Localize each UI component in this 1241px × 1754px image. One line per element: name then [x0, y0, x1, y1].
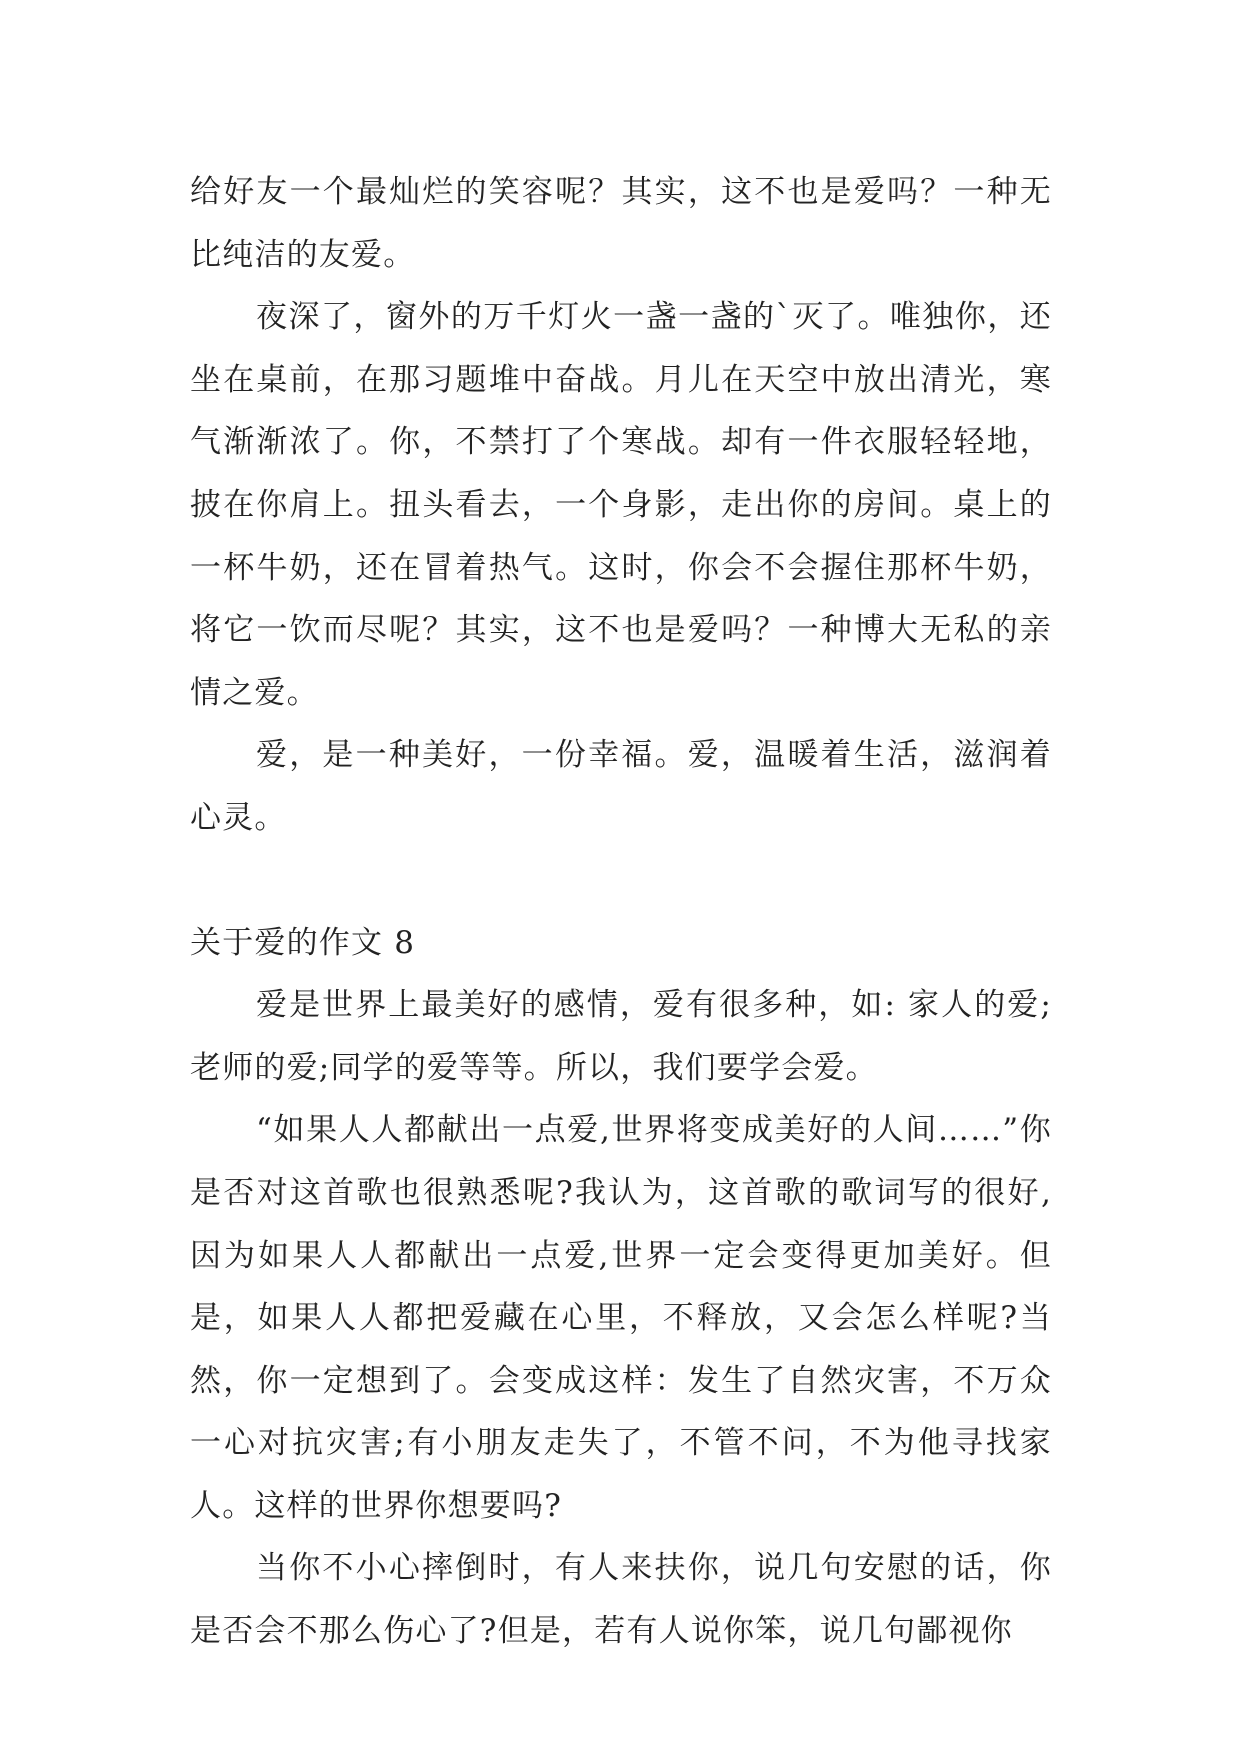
essay-heading: 关于爱的作文 8	[190, 924, 416, 961]
paragraph-kinds-of-love: 爱是世界上最美好的感情，爱有很多种，如: 家人的爱;老师的爱;同学的爱等等。所以，我们要学会爱。	[190, 987, 1052, 1086]
document-body	[190, 161, 1052, 1663]
paragraph-friendship-end: 给好友一个最灿烂的笑容呢？其实，这不也是爱吗？一种无比纯洁的友爱。	[190, 174, 1052, 273]
section-spacer	[190, 850, 1052, 912]
paragraph-song: “如果人人都献出一点爱,世界将变成美好的人间……”你是否对这首歌也很熟悉呢?我认为，这首歌的歌词写的很好,因为如果人人都献出一点爱,世界一定会变得更加美好。但是，如果人人都把爱藏在心里，不释放，又会怎么样呢?当然，你一定想到了。会变成这样：发生了自然灾害，不万众一心对抗灾害;有小朋友走失了，不管不问，不为他寻找家人。这样的世界你想要吗?	[190, 1112, 1052, 1524]
paragraph-love-summary: 爱，是一种美好，一份幸福。爱，温暖着生活，滋润着心灵。	[190, 737, 1052, 836]
paragraph-family-love: 夜深了，窗外的万千灯火一盏一盏的`灭了。唯独你，还坐在桌前，在那习题堆中奋战。月儿在天空中放出清光，寒气渐渐浓了。你，不禁打了个寒战。却有一件衣服轻轻地，披在你肩上。扭头看去，一个身影，走出你的房间。桌上的一杯牛奶，还在冒着热气。这时，你会不会握住那杯牛奶，将它一饮而尽呢？其实，这不也是爱吗？一种博大无私的亲情之爱。	[190, 299, 1052, 711]
paragraph-falling-down: 当你不小心摔倒时，有人来扶你，说几句安慰的话，你是否会不那么伤心了?但是，若有人说你笨，说几句鄙视你	[190, 1550, 1052, 1650]
